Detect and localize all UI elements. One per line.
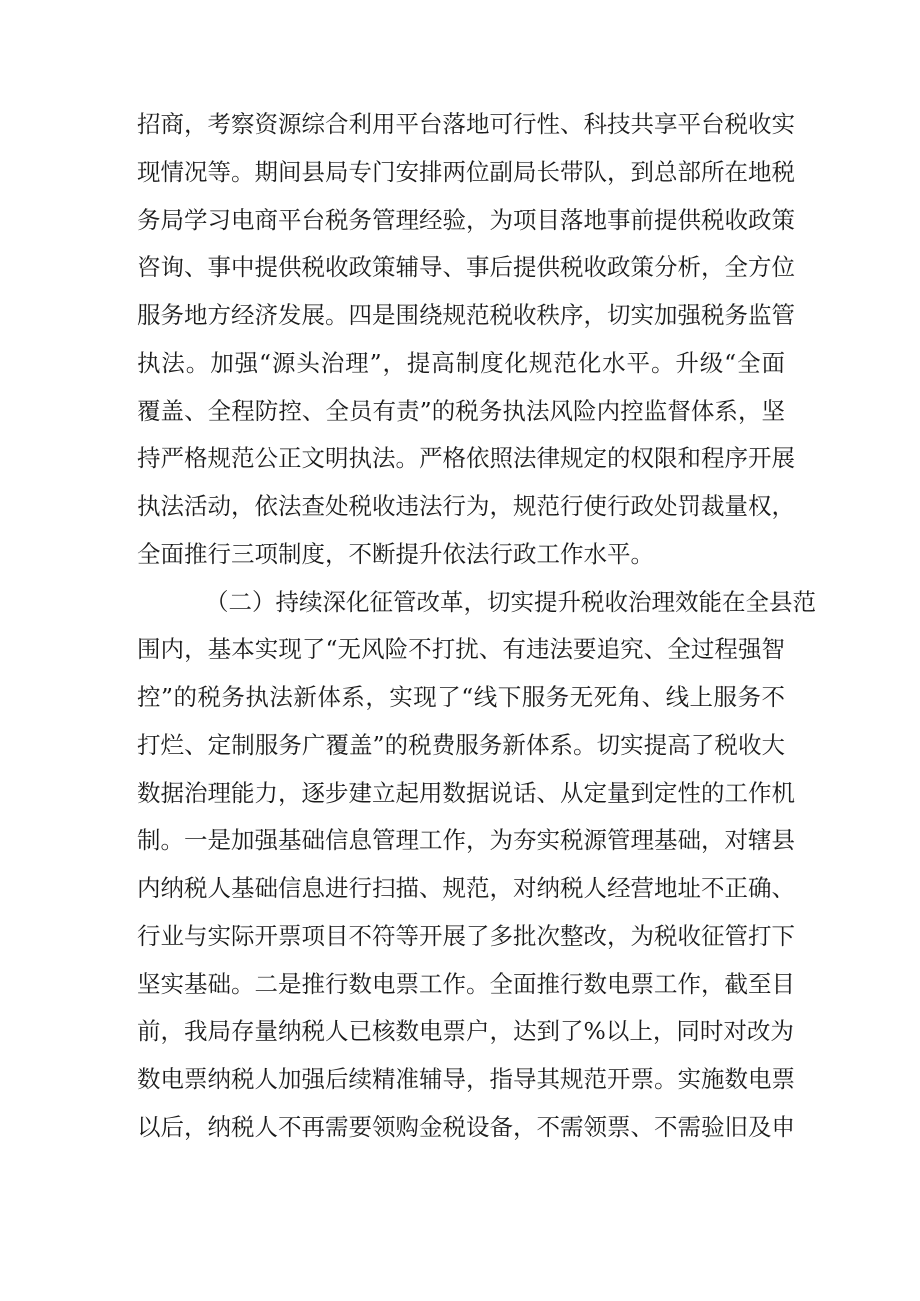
text-line: 咨询、事中提供税收政策辅导、事后提供税收政策分析，全方位: [137, 253, 795, 282]
text-line: 服务地方经济发展。四是围绕规范税收秩序，切实加强税务监管: [137, 301, 795, 329]
text-line: 内纳税人基础信息进行扫描、规范，对纳税人经营地址不正确、: [137, 874, 795, 902]
text-line: 控”的税务执法新体系，实现了“线下服务无死角、线上服务不: [137, 683, 785, 711]
text-line: 打烂、定制服务广覆盖”的税费服务新体系。切实提高了税收大: [137, 730, 785, 759]
text-line: 围内，基本实现了“无风险不打扰、有违法要追究、全过程强智: [137, 635, 785, 664]
text-line: 制。一是加强基础信息管理工作，为夯实税源管理基础，对辖县: [137, 826, 795, 855]
text-line: 持严格规范公正文明执法。严格依照法律规定的权限和程序开展: [137, 444, 795, 473]
text-line: 行业与实际开票项目不符等开展了多批次整改，为税收征管打下: [137, 921, 795, 950]
section-heading-line: （二）持续深化征管改革，切实提升税收治理效能在全县范: [205, 587, 816, 616]
text-line: 前，我局存量纳税人已核数电票户，达到了%以上，同时对改为: [137, 1017, 794, 1046]
text-line: 数电票纳税人加强后续精准辅导，指导其规范开票。实施数电票: [137, 1065, 795, 1093]
text-line: 招商，考察资源综合利用平台落地可行性、科技共享平台税收实: [137, 110, 795, 138]
text-line: 数据治理能力，逐步建立起用数据说话、从定量到定性的工作机: [137, 778, 795, 807]
document-body: [137, 101, 816, 1152]
text-line: 执法。加强“源头治理”，提高制度化规范化水平。升级“全面: [137, 348, 785, 377]
text-line: 执法活动，依法查处税收违法行为，规范行使行政处罚裁量权，: [137, 492, 795, 520]
text-line: 现情况等。期间县局专门安排两位副局长带队，到总部所在地税: [137, 157, 795, 186]
text-line: 坚实基础。二是推行数电票工作。全面推行数电票工作，截至目: [137, 969, 795, 998]
paragraph-end-line: 全面推行三项制度，不断提升依法行政工作水平。: [137, 539, 654, 568]
text-line: 覆盖、全程防控、全员有责”的税务执法风险内控监督体系，坚: [137, 396, 785, 425]
text-line: 以后，纳税人不再需要领购金税设备，不需领票、不需验旧及申: [137, 1112, 795, 1141]
text-line: 务局学习电商平台税务管理经验，为项目落地事前提供税收政策: [137, 205, 795, 234]
